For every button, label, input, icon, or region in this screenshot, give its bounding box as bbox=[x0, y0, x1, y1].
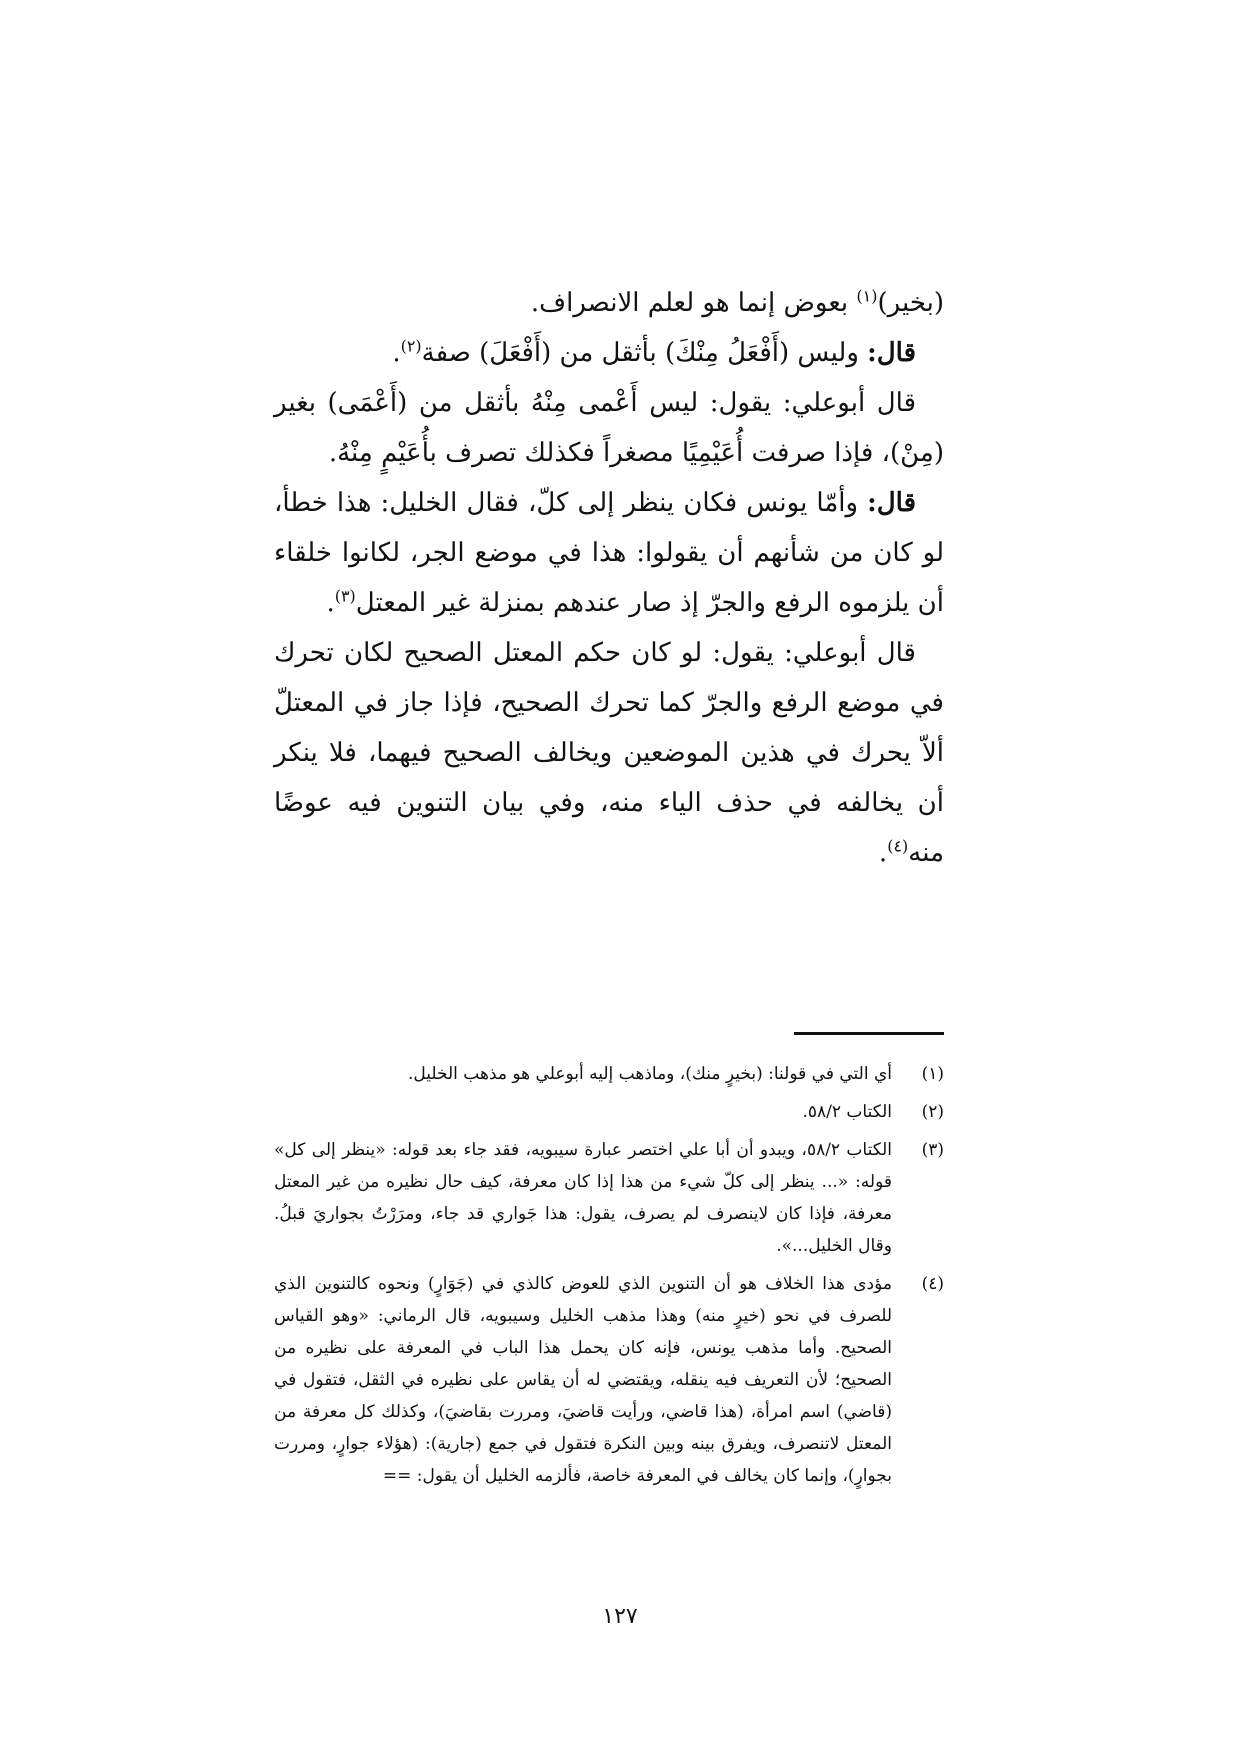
paragraph-4-end: . bbox=[326, 588, 335, 618]
page-number: ١٢٧ bbox=[602, 1604, 638, 1629]
paragraph-3-text: قال أبوعلي: يقول: ليس أَعْمى مِنْهُ بأثقل من (أَعْمَى) بغير (مِنْ)، فإذا صرفت أُعَيْمِيًا مصغراً فكذلك تصرف بأُعَيْمٍ مِنْهُ. bbox=[274, 388, 944, 468]
paragraph-1 bbox=[274, 278, 944, 328]
paragraph-2-end: . bbox=[392, 338, 401, 368]
footnote-ref-3: (٣) bbox=[334, 586, 356, 606]
paragraph-5-end: . bbox=[878, 838, 888, 868]
footnote-text: الكتاب ٥٨/٢، ويبدو أن أبا علي اختصر عبارة سيبويه، فقد جاء بعد قوله: «ينظر إلى كل» قوله: «... ينظر إلى كلّ شيء من هذا إذا كان معرفة، كيف حال نظيره من غير المعتل معرفة، فإذا كان لاينصرف لم يصرف، يقول: هذا جَواري قد جاء، ومرَرْتُ بجواريَ قبلُ. وقال الخليل...». bbox=[274, 1140, 892, 1256]
footnote-number: (٤) bbox=[921, 1274, 944, 1294]
paragraph-2-lead: قال: bbox=[867, 338, 916, 368]
main-text bbox=[274, 278, 944, 878]
footnote-separator bbox=[794, 1032, 944, 1035]
footnote-ref-2: (٢) bbox=[400, 336, 422, 356]
footnote-number: (١) bbox=[921, 1064, 944, 1084]
paragraph-4-lead: قال: bbox=[867, 488, 916, 518]
paragraph-4 bbox=[274, 478, 944, 628]
paragraph-3 bbox=[274, 378, 944, 478]
paragraph-4-text: وأمّا يونس فكان ينظر إلى كلّ، فقال الخليل: هذا خطأ، لو كان من شأنهم أن يقولوا: هذا في موضع الجر، لكانوا خلقاء أن يلزموه الرفع والجرّ إذ صار عندهم بمنزلة غير المعتل bbox=[274, 488, 944, 618]
paragraph-5-text: قال أبوعلي: يقول: لو كان حكم المعتل الصحيح لكان تحرك في موضع الرفع والجرّ كما تحرك الصحيح، فإذا جاز في المعتلّ ألاّ يحرك في هذين الموضعين ويخالف الصحيح فيهما، فلا ينكر أن يخالفه في حذف الياء منه، وفي بيان التنوين فيه عوضًا منه bbox=[274, 638, 945, 868]
footnote-ref-4: (٤) bbox=[887, 836, 909, 856]
footnote-1 bbox=[274, 1058, 944, 1090]
footnote-number: (٣) bbox=[921, 1140, 944, 1160]
paragraph-5 bbox=[274, 628, 944, 878]
footnote-number: (٢) bbox=[921, 1102, 944, 1122]
paragraph-1-text: (بخير) bbox=[877, 288, 944, 318]
footnote-3 bbox=[274, 1134, 944, 1262]
paragraph-1-rest: بعوض إنما هو لعلم الانصراف. bbox=[530, 288, 857, 318]
paragraph-2 bbox=[274, 328, 944, 378]
footnote-text: مؤدى هذا الخلاف هو أن التنوين الذي للعوض كالذي في (جَوَارٍ) ونحوه كالتنوين الذي للصرف في نحو (خيرٍ منه) وهذا مذهب الخليل وسيبويه، قال الرماني: «وهو القياس الصحيح. وأما مذهب يونس، فإنه كان يحمل هذا الباب في المعرفة على نظيره من الصحيح؛ لأن التعريف فيه ينقله، ويقتضي له أن يقاس على نظيره في الثقل، فتقول في (قاضي) اسم امرأة، (هذا قاضي، ورأيت قاضيَ، ومررت بقاضيَ)، وكذلك كل معرفة من المعتل لاتنصرف، ويفرق بينه وبين النكرة فتقول في جمع (جارية): (هؤلاء جوارٍ، ومررت بجوارٍ)، وإنما كان يخالف في المعرفة خاصة، فألزمه الخليل أن يقول: == bbox=[274, 1274, 892, 1486]
footnote-text: الكتاب ٥٨/٢. bbox=[802, 1102, 892, 1122]
footnote-4 bbox=[274, 1268, 944, 1492]
footnotes bbox=[274, 1058, 944, 1498]
footnote-ref-1: (١) bbox=[856, 286, 878, 306]
footnote-text: أي التي في قولنا: (بخيرٍ منك)، وماذهب إليه أبوعلي هو مذهب الخليل. bbox=[407, 1064, 892, 1084]
paragraph-2-text: وليس (أَفْعَلُ مِنْكَ) بأثقل من (أَفْعَلَ) صفة bbox=[421, 338, 868, 368]
footnote-2 bbox=[274, 1096, 944, 1128]
